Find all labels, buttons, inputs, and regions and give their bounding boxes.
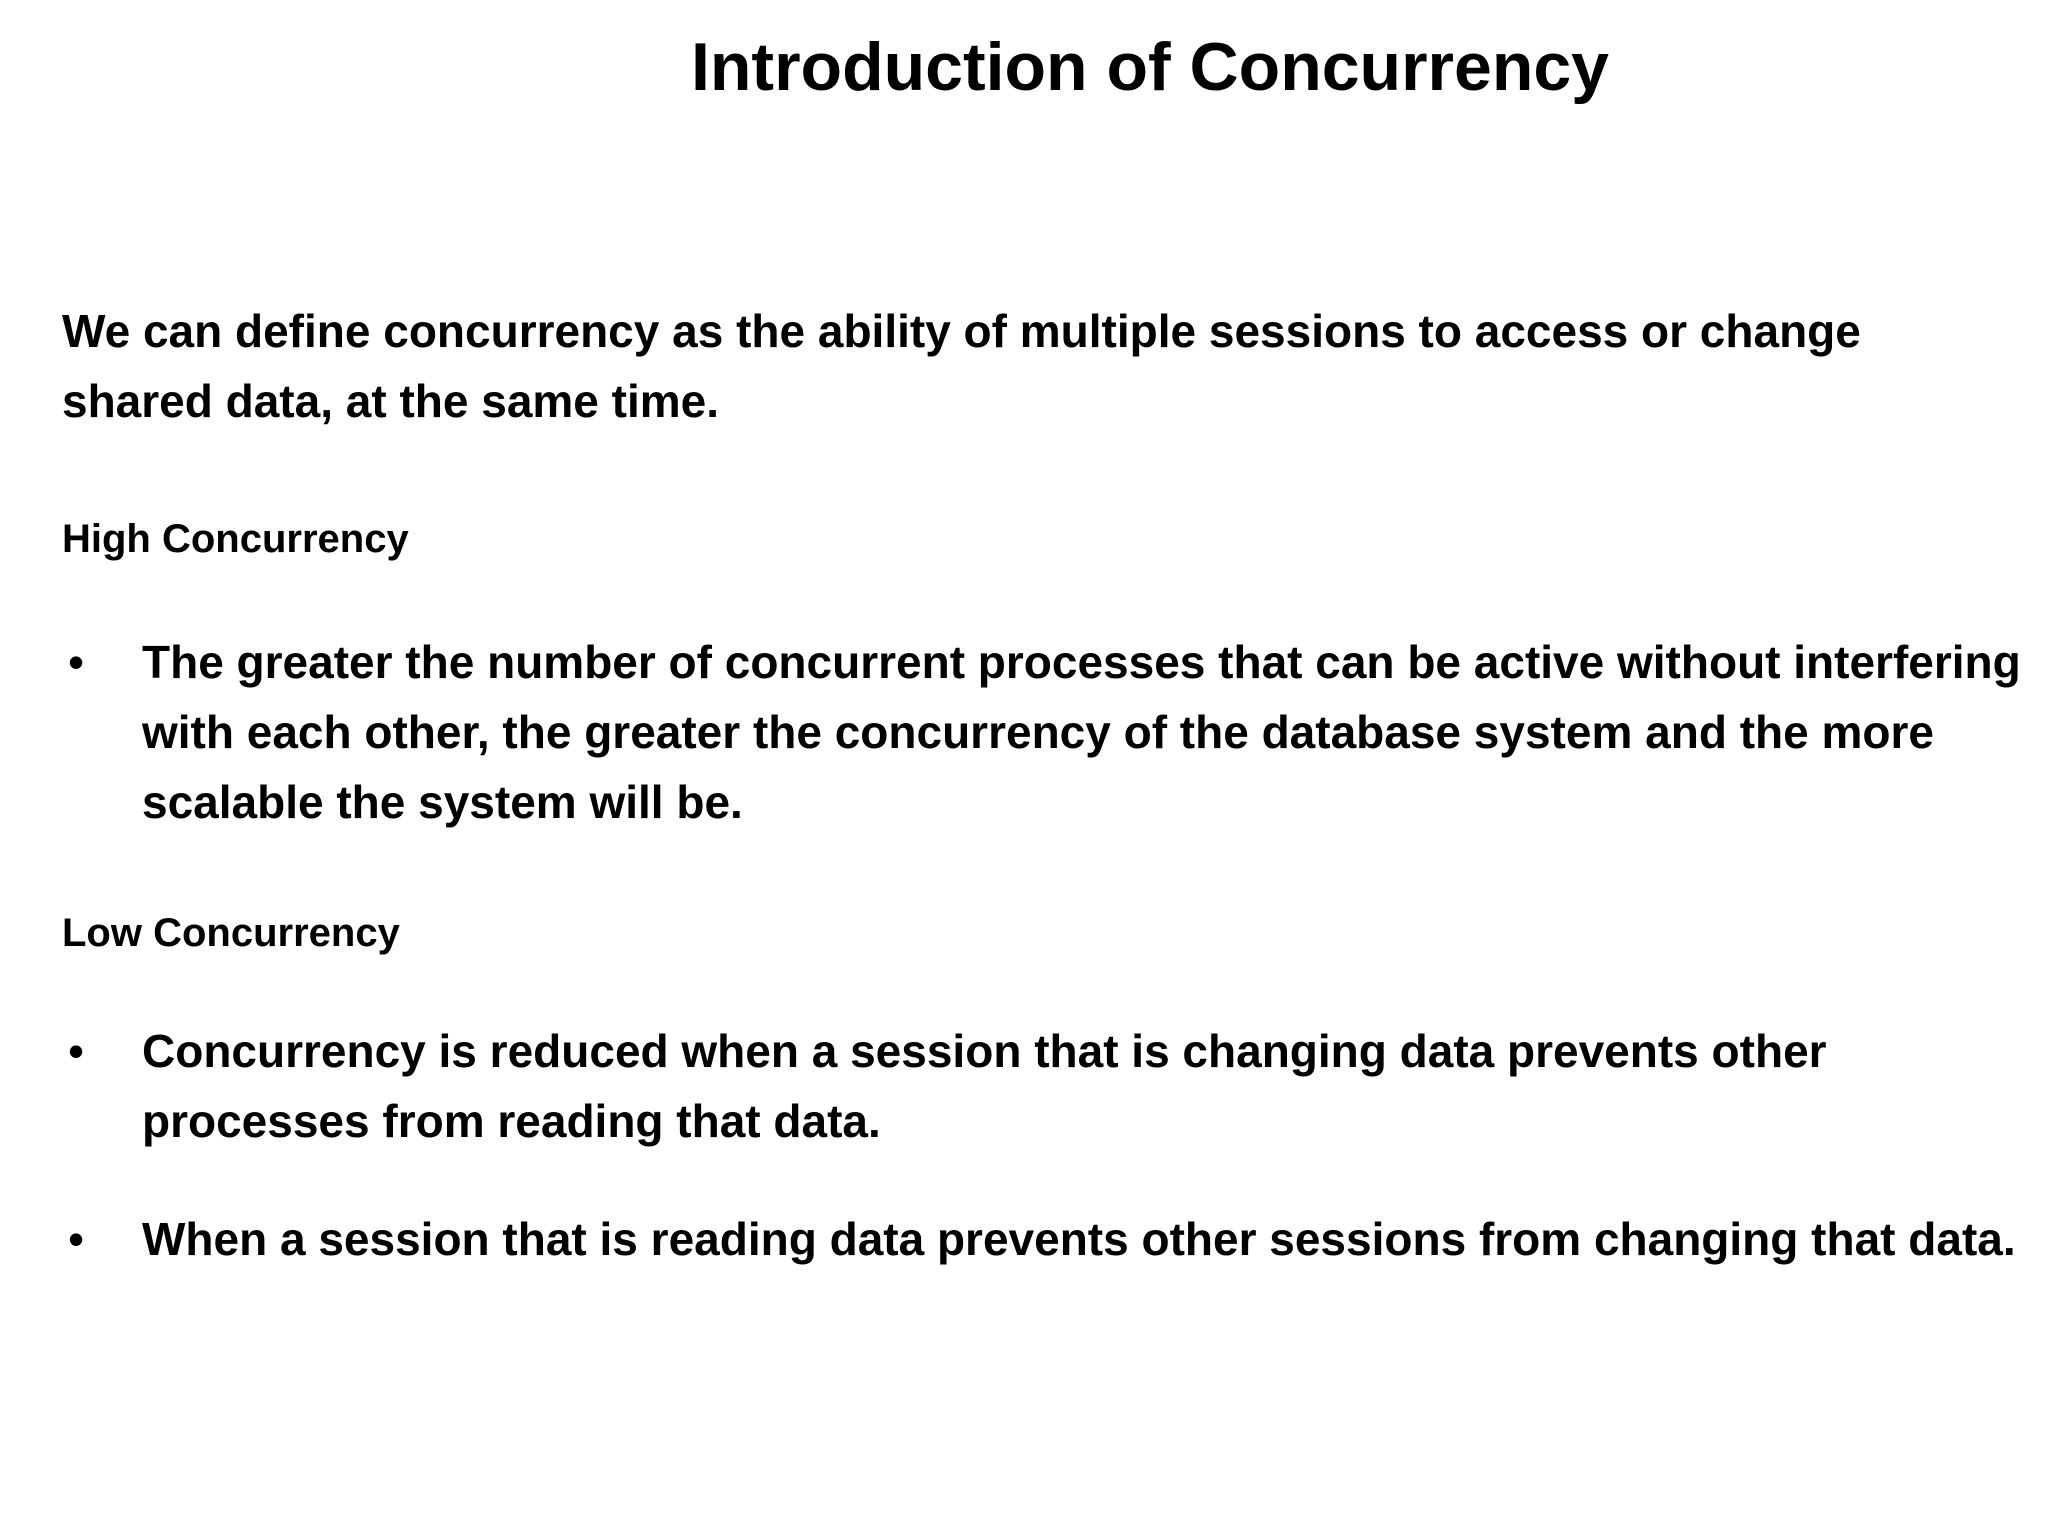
bullet-item-low-concurrency-1 bbox=[62, 1016, 2032, 1156]
bullet-item-low-concurrency-2 bbox=[62, 1204, 2032, 1274]
section-heading-high-concurrency: High Concurrency bbox=[62, 517, 409, 561]
section-heading-low-concurrency: Low Concurrency bbox=[62, 911, 400, 955]
bullet-text: When a session that is reading data prevents other sessions from changing that data. bbox=[142, 1213, 2016, 1265]
bullet-icon: • bbox=[68, 636, 85, 688]
intro-paragraph: We can define concurrency as the ability of multiple sessions to access or change shared data, at the same time. bbox=[62, 305, 1861, 427]
slide-title: Introduction of Concurrency bbox=[691, 29, 1609, 105]
bullet-icon: • bbox=[68, 1025, 85, 1077]
bullet-item-high-concurrency bbox=[62, 627, 2032, 837]
bullet-icon: • bbox=[68, 1213, 85, 1265]
bullet-text: The greater the number of concurrent processes that can be active without interfering with each other, the greater the concurrency of the database system and the more scalable the system will be. bbox=[142, 636, 2021, 828]
bullet-text: Concurrency is reduced when a session that is changing data prevents other processes from reading that data. bbox=[142, 1025, 1827, 1147]
